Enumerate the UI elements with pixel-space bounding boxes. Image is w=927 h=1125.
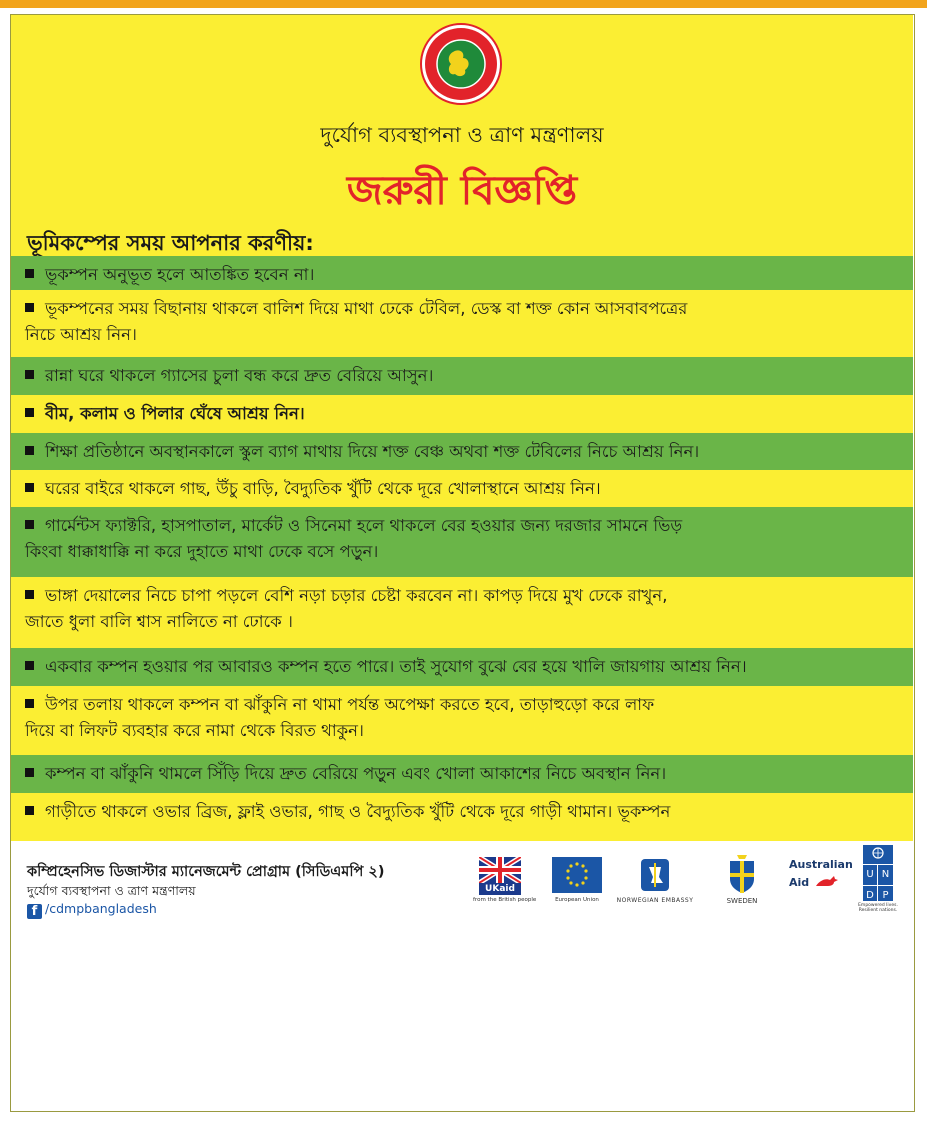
bullet-square-icon (25, 590, 34, 599)
program-name: কম্প্রিহেনসিভ ডিজাস্টার ম্যানেজমেন্ট প্রোগ্রাম (সিডিএমপি ২) (27, 864, 385, 880)
list-item: ভূকম্পন অনুভূত হলে আতঙ্কিত হবেন না। (11, 256, 913, 290)
list-item: রান্না ঘরে থাকলে গ্যাসের চুলা বন্ধ করে দ্রুত বেরিয়ে আসুন। (11, 357, 913, 395)
bullet-square-icon (25, 303, 34, 312)
bullet-square-icon (25, 370, 34, 379)
footer-ministry: দুর্যোগ ব্যবস্থাপনা ও ত্রাণ মন্ত্রণালয় (27, 883, 196, 898)
sweden-crest-icon (725, 853, 759, 895)
list-item: একবার কম্পন হওয়ার পর আবারও কম্পন হতে পারে। তাই সুযোগ বুঝে বের হয়ে খালি জায়গায় আশ্রয় নিন। (11, 648, 913, 686)
ukaid-logo: UKaid (479, 857, 521, 895)
sweden-logo (725, 853, 759, 895)
list-item: উপর তলায় থাকলে কম্পন বা ঝাঁকুনি না থামা পর্যন্ত অপেক্ষা করতে হবে, তাড়াহুড়ো করে লাফ দিয়ে বা লিফট ব্যবহার করে নামা থেকে বিরত থাকুন। (11, 686, 913, 755)
bullet-square-icon (25, 269, 34, 278)
facebook-link[interactable]: f /cdmpbangladesh (27, 901, 157, 919)
notice-title: জরুরী বিজ্ঞপ্তি (346, 168, 578, 214)
list-item: গাড়ীতে থাকলে ওভার ব্রিজ, ফ্লাই ওভার, গাছ ও বৈদ্যুতিক খুঁটি থেকে দূরে গাড়ী থামান। ভূকম্পন (11, 793, 913, 841)
ministry-name: দুর্যোগ ব্যবস্থাপনা ও ত্রাণ মন্ত্রণালয় (320, 123, 604, 147)
list-item: ভূকম্পনের সময় বিছানায় থাকলে বালিশ দিয়ে মাথা ঢেকে টেবিল, ডেস্ক বা শক্ত কোন আসবাবপত্রের নিচে আশ্রয় নিন। (11, 290, 913, 357)
bullet-square-icon (25, 520, 34, 529)
list-item: কম্পন বা ঝাঁকুনি থামলে সিঁড়ি দিয়ে দ্রুত বেরিয়ে পড়ুন এবং খোলা আকাশের নিচে অবস্থান নিন। (11, 755, 913, 793)
list-item: গার্মেন্টস ফ্যাক্টরি, হাসপাতাল, মার্কেট ও সিনেমা হলে থাকলে বের হওয়ার জন্য দরজার সামনে ভিড় কিংবা ধাক্কাধাক্কি না করে দুহাতে মাথা ঢেকে বসে পড়ুন। (11, 507, 913, 577)
notice-body (11, 15, 913, 841)
bullet-square-icon (25, 483, 34, 492)
eu-stars-icon (552, 857, 602, 893)
bullet-square-icon (25, 699, 34, 708)
list-item: বীম, কলাম ও পিলার ঘেঁষে আশ্রয় নিন। (11, 395, 913, 433)
list-item: ভাঙ্গা দেয়ালের নিচে চাপা পড়লে বেশি নড়া চড়ার চেষ্টা করবেন না। কাপড় দিয়ে মুখ ঢেকে রাখুন, জাতে ধুলা বালি শ্বাস নালিতে না ঢোকে । (11, 577, 913, 648)
bullet-square-icon (25, 446, 34, 455)
kangaroo-icon (814, 874, 840, 888)
bullet-square-icon (25, 768, 34, 777)
list-item: ঘরের বাইরে থাকলে গাছ, উঁচু বাড়ি, বৈদ্যুতিক খুঁটি থেকে দূরে খোলাস্থানে আশ্রয় নিন। (11, 470, 913, 507)
eu-flag-logo (552, 857, 602, 893)
notice-poster (10, 14, 915, 1112)
uk-flag-icon (479, 857, 521, 883)
norway-crest-icon (635, 855, 675, 895)
undp-logo: U N D P (863, 845, 893, 901)
norway-embassy-logo (635, 855, 675, 895)
australian-aid-logo: Australian Aid (789, 858, 853, 889)
un-emblem-icon (863, 846, 893, 860)
bullet-square-icon (25, 806, 34, 815)
government-seal-icon (419, 22, 503, 106)
notice-subtitle: ভূমিকম্পের সময় আপনার করণীয়: (27, 231, 314, 255)
facebook-icon: f (27, 904, 42, 919)
top-orange-stripe (0, 0, 927, 8)
list-item: শিক্ষা প্রতিষ্ঠানে অবস্থানকালে স্কুল ব্যাগ মাথায় দিয়ে শক্ত বেঞ্চ অথবা শক্ত টেবিলের নিচে আশ্রয় নিন। (11, 433, 913, 470)
sponsor-footer: কম্প্রিহেনসিভ ডিজাস্টার ম্যানেজমেন্ট প্রোগ্রাম (সিডিএমপি ২) দুর্যোগ ব্যবস্থাপনা ও ত্রাণ মন্ত্রণালয় f /cdmpbangladesh UKaid from the British people European Union NORWEGIAN EMBASSY SWEDEN Australian Aid U N D P Empowered lives. Resilient nations. (11, 841, 913, 1111)
bullet-square-icon (25, 408, 34, 417)
bullet-square-icon (25, 661, 34, 670)
